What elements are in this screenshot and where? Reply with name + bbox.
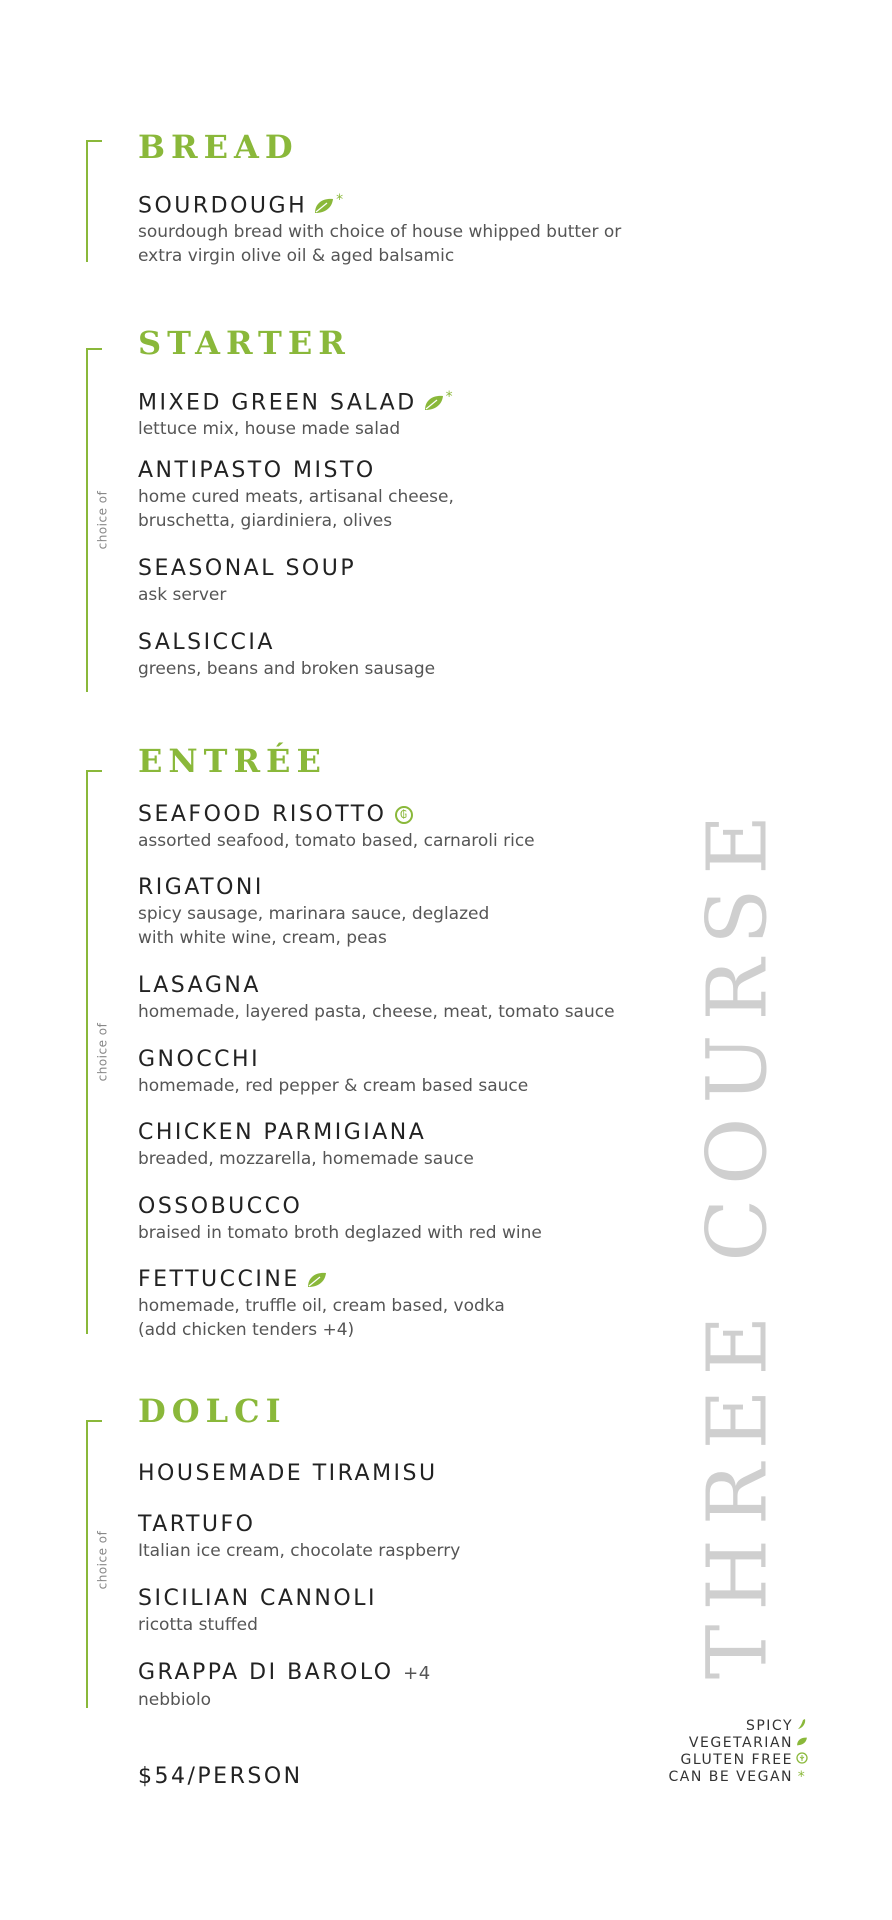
section-title-dolci: DOLCI — [138, 1392, 287, 1430]
item-name: MIXED GREEN SALAD — [138, 390, 417, 416]
gluten-free-icon: ₲ — [395, 806, 413, 824]
item-desc: Italian ice cream, chocolate raspberry — [138, 1541, 461, 1561]
item-desc: ask server — [138, 585, 227, 605]
item-desc: home cured meats, artisanal cheese, — [138, 487, 454, 507]
item-name: SEAFOOD RISOTTO — [138, 802, 387, 827]
section-title-bread: BREAD — [138, 128, 299, 166]
choice-of-label: choice of — [95, 490, 109, 550]
item-name: ANTIPASTO MISTO — [138, 458, 376, 483]
legend-row-can-be-vegan: CAN BE VEGAN * — [668, 1769, 807, 1785]
item-desc: homemade, red pepper & cream based sauce — [138, 1076, 529, 1096]
vegetarian-leaf-icon — [306, 1271, 328, 1289]
price-per-person: $54/PERSON — [138, 1764, 303, 1789]
menu-item-sicilian-cannoli — [138, 1585, 377, 1637]
bread-bracket — [86, 140, 102, 262]
menu-item-sourdough — [138, 186, 621, 268]
item-name: TARTUFO — [138, 1512, 256, 1537]
menu-item-gnocchi — [138, 1046, 528, 1098]
asterisk-icon: * — [797, 1769, 807, 1785]
section-title-starter: STARTER — [138, 324, 351, 362]
item-name: SEASONAL SOUP — [138, 556, 357, 581]
item-name: GRAPPA DI BAROLO — [138, 1660, 394, 1685]
menu-item-housemade-tiramisu — [138, 1460, 438, 1488]
item-desc: homemade, layered pasta, cheese, meat, tomato sauce — [138, 1002, 615, 1022]
chili-icon — [796, 1718, 808, 1735]
item-name: RIGATONI — [138, 875, 264, 900]
item-name: CHICKEN PARMIGIANA — [138, 1120, 427, 1145]
item-name: OSSOBUCCO — [138, 1194, 303, 1219]
dietary-legend — [669, 1718, 809, 1786]
menu-item-rigatoni — [138, 874, 489, 950]
legend-row-spicy: SPICY — [669, 1718, 809, 1735]
legend-row-vegetarian: VEGETARIAN — [669, 1735, 809, 1752]
menu-item-fettuccine — [138, 1266, 505, 1342]
menu-item-antipasto-misto — [138, 457, 454, 533]
item-desc: homemade, truffle oil, cream based, vodka — [138, 1296, 505, 1316]
item-desc: sourdough bread with choice of house whipped butter or — [138, 222, 622, 243]
item-name: SOURDOUGH — [138, 193, 308, 219]
leaf-icon — [796, 1735, 808, 1752]
item-desc: spicy sausage, marinara sauce, deglazed — [138, 904, 490, 924]
item-addon-price: +4 — [403, 1663, 431, 1684]
menu-item-salsiccia — [138, 629, 435, 681]
menu-item-seafood-risotto — [138, 801, 535, 853]
menu-item-ossobucco — [138, 1193, 542, 1245]
item-name: HOUSEMADE TIRAMISU — [138, 1461, 438, 1486]
item-desc: breaded, mozzarella, homemade sauce — [138, 1149, 474, 1169]
menu-item-grappa-di-barolo — [138, 1659, 431, 1712]
item-desc: extra virgin olive oil & aged balsamic — [138, 246, 455, 267]
item-desc: lettuce mix, house made salad — [138, 419, 401, 440]
item-desc: (add chicken tenders +4) — [138, 1320, 355, 1340]
item-name: SALSICCIA — [138, 630, 275, 655]
choice-of-label: choice of — [95, 1530, 109, 1590]
item-name: GNOCCHI — [138, 1047, 261, 1072]
section-title-entree: ENTRÉE — [138, 742, 327, 780]
gluten-free-icon — [796, 1752, 808, 1769]
menu-item-lasagna — [138, 972, 615, 1024]
item-name: SICILIAN CANNOLI — [138, 1586, 377, 1611]
item-desc: with white wine, cream, peas — [138, 928, 387, 948]
menu-item-seasonal-soup — [138, 555, 356, 607]
choice-of-label: choice of — [95, 1022, 109, 1082]
menu-item-chicken-parmigiana — [138, 1119, 474, 1171]
item-desc: greens, beans and broken sausage — [138, 659, 436, 679]
item-desc: braised in tomato broth deglazed with red wine — [138, 1223, 542, 1243]
menu-item-tartufo — [138, 1511, 460, 1563]
vegetarian-leaf-icon — [423, 394, 445, 412]
three-course-title: THREE COURSE — [690, 800, 786, 1680]
item-desc: ricotta stuffed — [138, 1615, 258, 1635]
vegetarian-leaf-icon — [313, 197, 335, 215]
item-name: LASAGNA — [138, 973, 261, 998]
vegan-asterisk-icon: * — [336, 192, 346, 208]
item-name: FETTUCCINE — [138, 1267, 300, 1292]
vegan-asterisk-icon: * — [445, 389, 456, 405]
item-desc: bruschetta, giardiniera, olives — [138, 511, 393, 531]
item-desc: nebbiolo — [138, 1690, 212, 1710]
menu-item-mixed-green-salad — [138, 383, 455, 441]
item-desc: assorted seafood, tomato based, carnaroli rice — [138, 831, 535, 851]
legend-row-gluten-free: GLUTEN FREE — [669, 1752, 809, 1769]
